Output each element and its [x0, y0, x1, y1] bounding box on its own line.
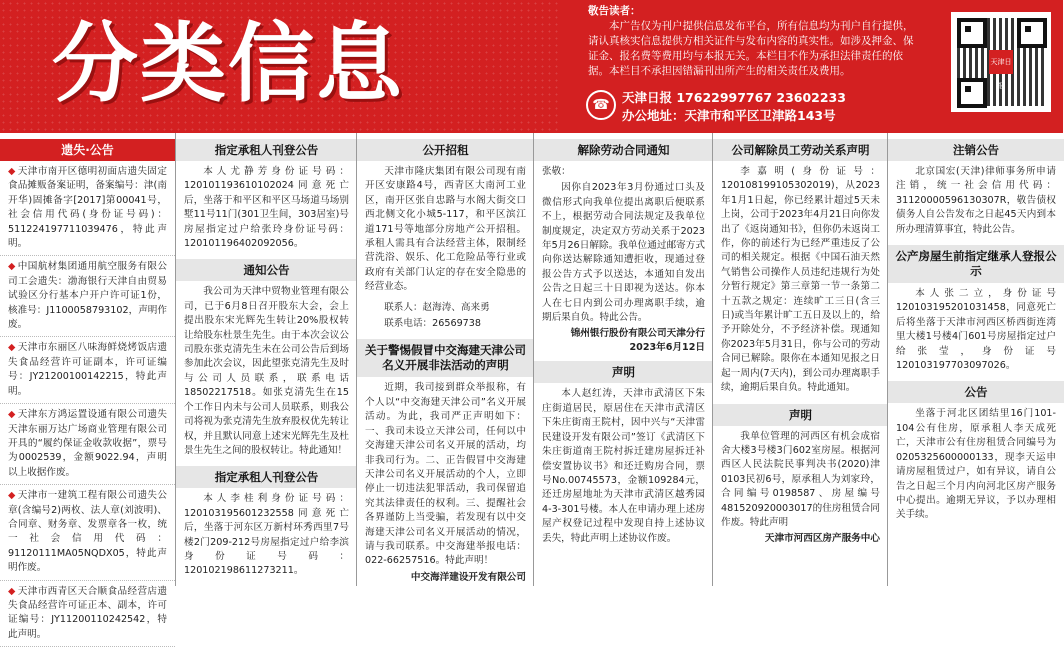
notice-body: 天津市隆庆集团有限公司现有南开区安康路4号，西青区大南河工业区，南开区张自忠路与水阁大街交口西北侧文化小城5-117，和平区滨江道171号等地部分房地产公开招租。承租人需具有合法经营主体，限制经营洗浴、娱乐、化工危险品等行业或政府有关部门认定的存在安全隐患的经营业态。: [365, 166, 526, 293]
section-title: 公告: [888, 381, 1064, 403]
column-3: [356, 133, 534, 586]
bullet-icon: ◆: [8, 261, 16, 273]
section-title: 关于警惕假冒中交海建天津公司名义开展非法活动的声明: [357, 339, 534, 377]
section-title: 指定承租人刊登公告: [176, 466, 357, 488]
column-2: [175, 133, 357, 586]
section-title: 公司解除员工劳动关系声明: [713, 139, 888, 161]
reader-notice: [588, 4, 918, 79]
section-title: 公产房屋生前指定继承人登报公示: [888, 245, 1064, 283]
list-item: ◆ 中国航材集团通用航空服务有限公司工会遗失：渤海银行天津自由贸易试验区分行基本户开户许可证1份，核准号：J1100058793102，声明作废。: [0, 256, 175, 337]
bullet-icon: ◆: [8, 166, 16, 177]
notice-body: 近期，我司接到群众举报称，有个人以“中交海建天津公司”名义开展活动。为此，我司严正声明如下：一、我司未设立天津公司，任何以中交海建天津公司名义开展的活动，均非我司行为。二、正告假冒中交海建天津公司名义开展活动的个人，立即停止一切违法犯罪活动，我司保留追究其法律责任的权利。三、提醒社会各界谨防上当受骗，若发现有以中交海建天津公司名义开展活动的情况，请与我司联系。中交海建举报电话：022-66257516。特此声明！: [365, 382, 526, 567]
bullet-icon: ◆: [8, 490, 16, 502]
qr-finder: [957, 78, 987, 108]
notice-body: 我公司为天津中贸物业管理有限公司，已于6月8日召开股东大会，会上提出股东宋光辉先生转让20%股权转让给股东杜景生先生。由于本次会议公司股东张克清先生未在公司公告后到场参加此次会议，因此望张克清先生及时与公司人员联系，联系电话18502217518。如张克清先生在15个工作日内未与公司人员联系，则我公司将视为张克清先生放弃股权优先转让权，并且默认同意上述宋光辉先生及杜景生先生之间的股权转让。特此通知！: [184, 286, 349, 456]
notice-body: 李嘉明(身份证号：120108199105302019)，从2023年1月1日起，你已经累计超过5天未上岗，公司于2023年4月21日向你发出了《返岗通知书》，但你仍未返岗工作，你的前述行为已经严重违反了公司的相关规定。根据《中国石油天然气销售公司操作人员违纪违规行为处分暂行规定》第三章第一节一条第二十五款之规定：连续旷工三日(含三日)或当年累计旷工五日及以上的，给予开除处分，不予经济补偿。现通知你2023年5月31日，你与公司的劳动合同已解除。限你在本通知见报之日起一周内(7天内)，到公司办理离职手续，逾期后果自负。特此通知。: [721, 166, 880, 394]
phone-line: 天津日报 17622997767 23602233: [622, 90, 846, 105]
phone-icon: ☎: [586, 90, 616, 120]
list-item: ◆ 天津市一建筑工程有限公司遗失公章(含编号2)两枚、法人章(刘波明)、合同章、财务章、发票章各一枚，统一社会信用代码：91120111MA05NQDX05，特此声明作废。: [0, 485, 175, 580]
section-title: 通知公告: [176, 259, 357, 281]
list-item: ◆ 天津市西青区天合顺食品经营店遗失食品经营许可证正本、副本，许可证编号：JY11200110242542，特此声明。: [0, 581, 175, 647]
notice-body: 因你自2023年3月份通过口头及微信形式向我单位提出离职后便联系不上，根据劳动合同法规定及我单位制度规定，决定双方劳动关系于2023年5月26日解除。我单位通过邮寄方式向你送达解除通知遭拒收，现通过登报公告方式予以送达，本通知自发出公告之日起三十日即视为送达。你本人在七日内到公司办理离职手续，逾期后果自负。特此公告。: [542, 182, 705, 324]
notice-label: 敬告读者：: [588, 5, 641, 17]
qr-finder: [957, 18, 987, 48]
column-5: [712, 133, 888, 586]
section-title: 解除劳动合同通知: [534, 139, 713, 161]
notice-text: 本广告仅为刊户提供信息发布平台，所有信息均为刊户自行提供，请认真核实信息提供方相关证件与发布内容的真实性。如涉及押金、保证金、报名费等费用均与本报无关。本栏目不作为承担法律责任的依据。本栏目不承担因错漏刊出所产生的相关责任及费用。: [588, 20, 914, 77]
notice-body: 本人李桂利身份证号码：120103195601232558同意死亡后，坐落于河东区万新村环秀西里7号楼2门209-212号房屋指定过户给李滨身份证号码：120102198611273211。: [184, 493, 349, 577]
qr-logo: 天津日报: [989, 50, 1013, 74]
contact-person: 联系人：赵海涛、高来勇: [384, 301, 490, 313]
notice-body: 本人张二立，身份证号120103195201031458，同意死亡后将坐落于天津市河西区桥西街连湾里大楼1号楼4门601号房屋指定过户给张莹，身份证号120103197703097026。: [896, 288, 1056, 372]
section-title: 公开招租: [357, 139, 534, 161]
bullet-icon: ◆: [8, 585, 16, 597]
section-title: 声明: [534, 361, 713, 383]
qr-code[interactable]: [951, 12, 1051, 112]
section-title: 声明: [713, 404, 888, 426]
page-title: 分类信息: [52, 14, 404, 114]
bullet-icon: ◆: [8, 342, 16, 354]
list-item: ◆ 天津市南开区德明初面店遗失固定食品摊贩备案证明，备案编号：津(南开华)固摊备字[2017]第00041号，社会信用代码(身份证号码)：511224197711039476，特此声明。: [0, 161, 175, 256]
signature-date: 2023年6月12日: [629, 342, 705, 354]
column-lost-notices: [0, 133, 175, 640]
column-4: [533, 133, 713, 586]
address-line: 办公地址：天津市和平区卫津路143号: [622, 108, 836, 123]
notice-body: 我单位管理的河西区有机会成宿舍大楼3号楼3门602室房屋。根据河西区人民法院民事判决书(2020)津0103民初6号，原承租人为刘家玲，合同编号0198587、房屋编号481520920003017的住房租赁合同作废。特此声明: [721, 430, 880, 528]
signature: 天津市河西区房产服务中心: [764, 533, 880, 545]
bullet-icon: ◆: [8, 409, 16, 421]
contact-phone: 联系电话：26569738: [384, 318, 481, 330]
notice-body: 北京国宏(天津)律师事务所申请注销，统一社会信用代码：31120000596130307R，敬告债权债务人自公告发布之日起45天内到本所办理清算事宜，特此公告。: [896, 166, 1056, 235]
section-title: 注销公告: [888, 139, 1064, 161]
list-item: ◆ 天津东方鸿运置设通有限公司遗失天津东丽万达广场商业管理有限公司开具的“履约保证金收款收据”，票号为0002539，金额9022.94，声明以上收据作废。: [0, 404, 175, 485]
signature: 中交海洋建设开发有限公司: [410, 571, 526, 583]
notice-body: 坐落于河北区团结里16门101-104公有住房，原承租人李天成死亡，天津市公有住房租赁合同编号为0205325600000133，现李天运申请房屋租赁过户，如有异议，请自公告之日起三个月内向河北区房产服务中心提出。逾期无异议，予以办理相关手续。: [896, 408, 1056, 521]
notice-body: 本人尤静芳身份证号码：120101193610102024同意死亡后，坐落于和平区和平区马场道马场别墅11号11门(301卫生间，303居室)号房屋指定过户给张玲身份证号码：120101196402092056。: [184, 166, 349, 250]
section-title-lost: 遗失·公告: [0, 139, 175, 161]
notice-greeting: 张敬：: [542, 166, 571, 177]
qr-finder: [1017, 18, 1047, 48]
header-banner: [0, 0, 1063, 133]
notice-body: 本人赵红涛，天津市武清区下朱庄街道居民，原居住在天津市武清区下朱庄街南王院村，因中兴与“天津雷民建设开发有限公司”签订《武清区下朱庄街道南王院村拆迁建房屋拆迁补偿安置协议书》和还迁购房合同，票号No.00745573，金额109284元，还迁房屋地址为天津市武清区越秀园4-3-301号楼。本人在申请办理上述房屋产权登记过程中发现自持上述协议丢失，特此声明上述协议作废。: [542, 388, 705, 544]
section-title: 指定承租人刊登公告: [176, 139, 357, 161]
list-item: ◆ 天津市东丽区八味海鲜烧烤饭店遗失食品经营许可证副本，许可证编号：JY21200100142215，特此声明。: [0, 337, 175, 404]
signature: 锦州银行股份有限公司天津分行: [570, 328, 705, 340]
column-6: [887, 133, 1064, 586]
